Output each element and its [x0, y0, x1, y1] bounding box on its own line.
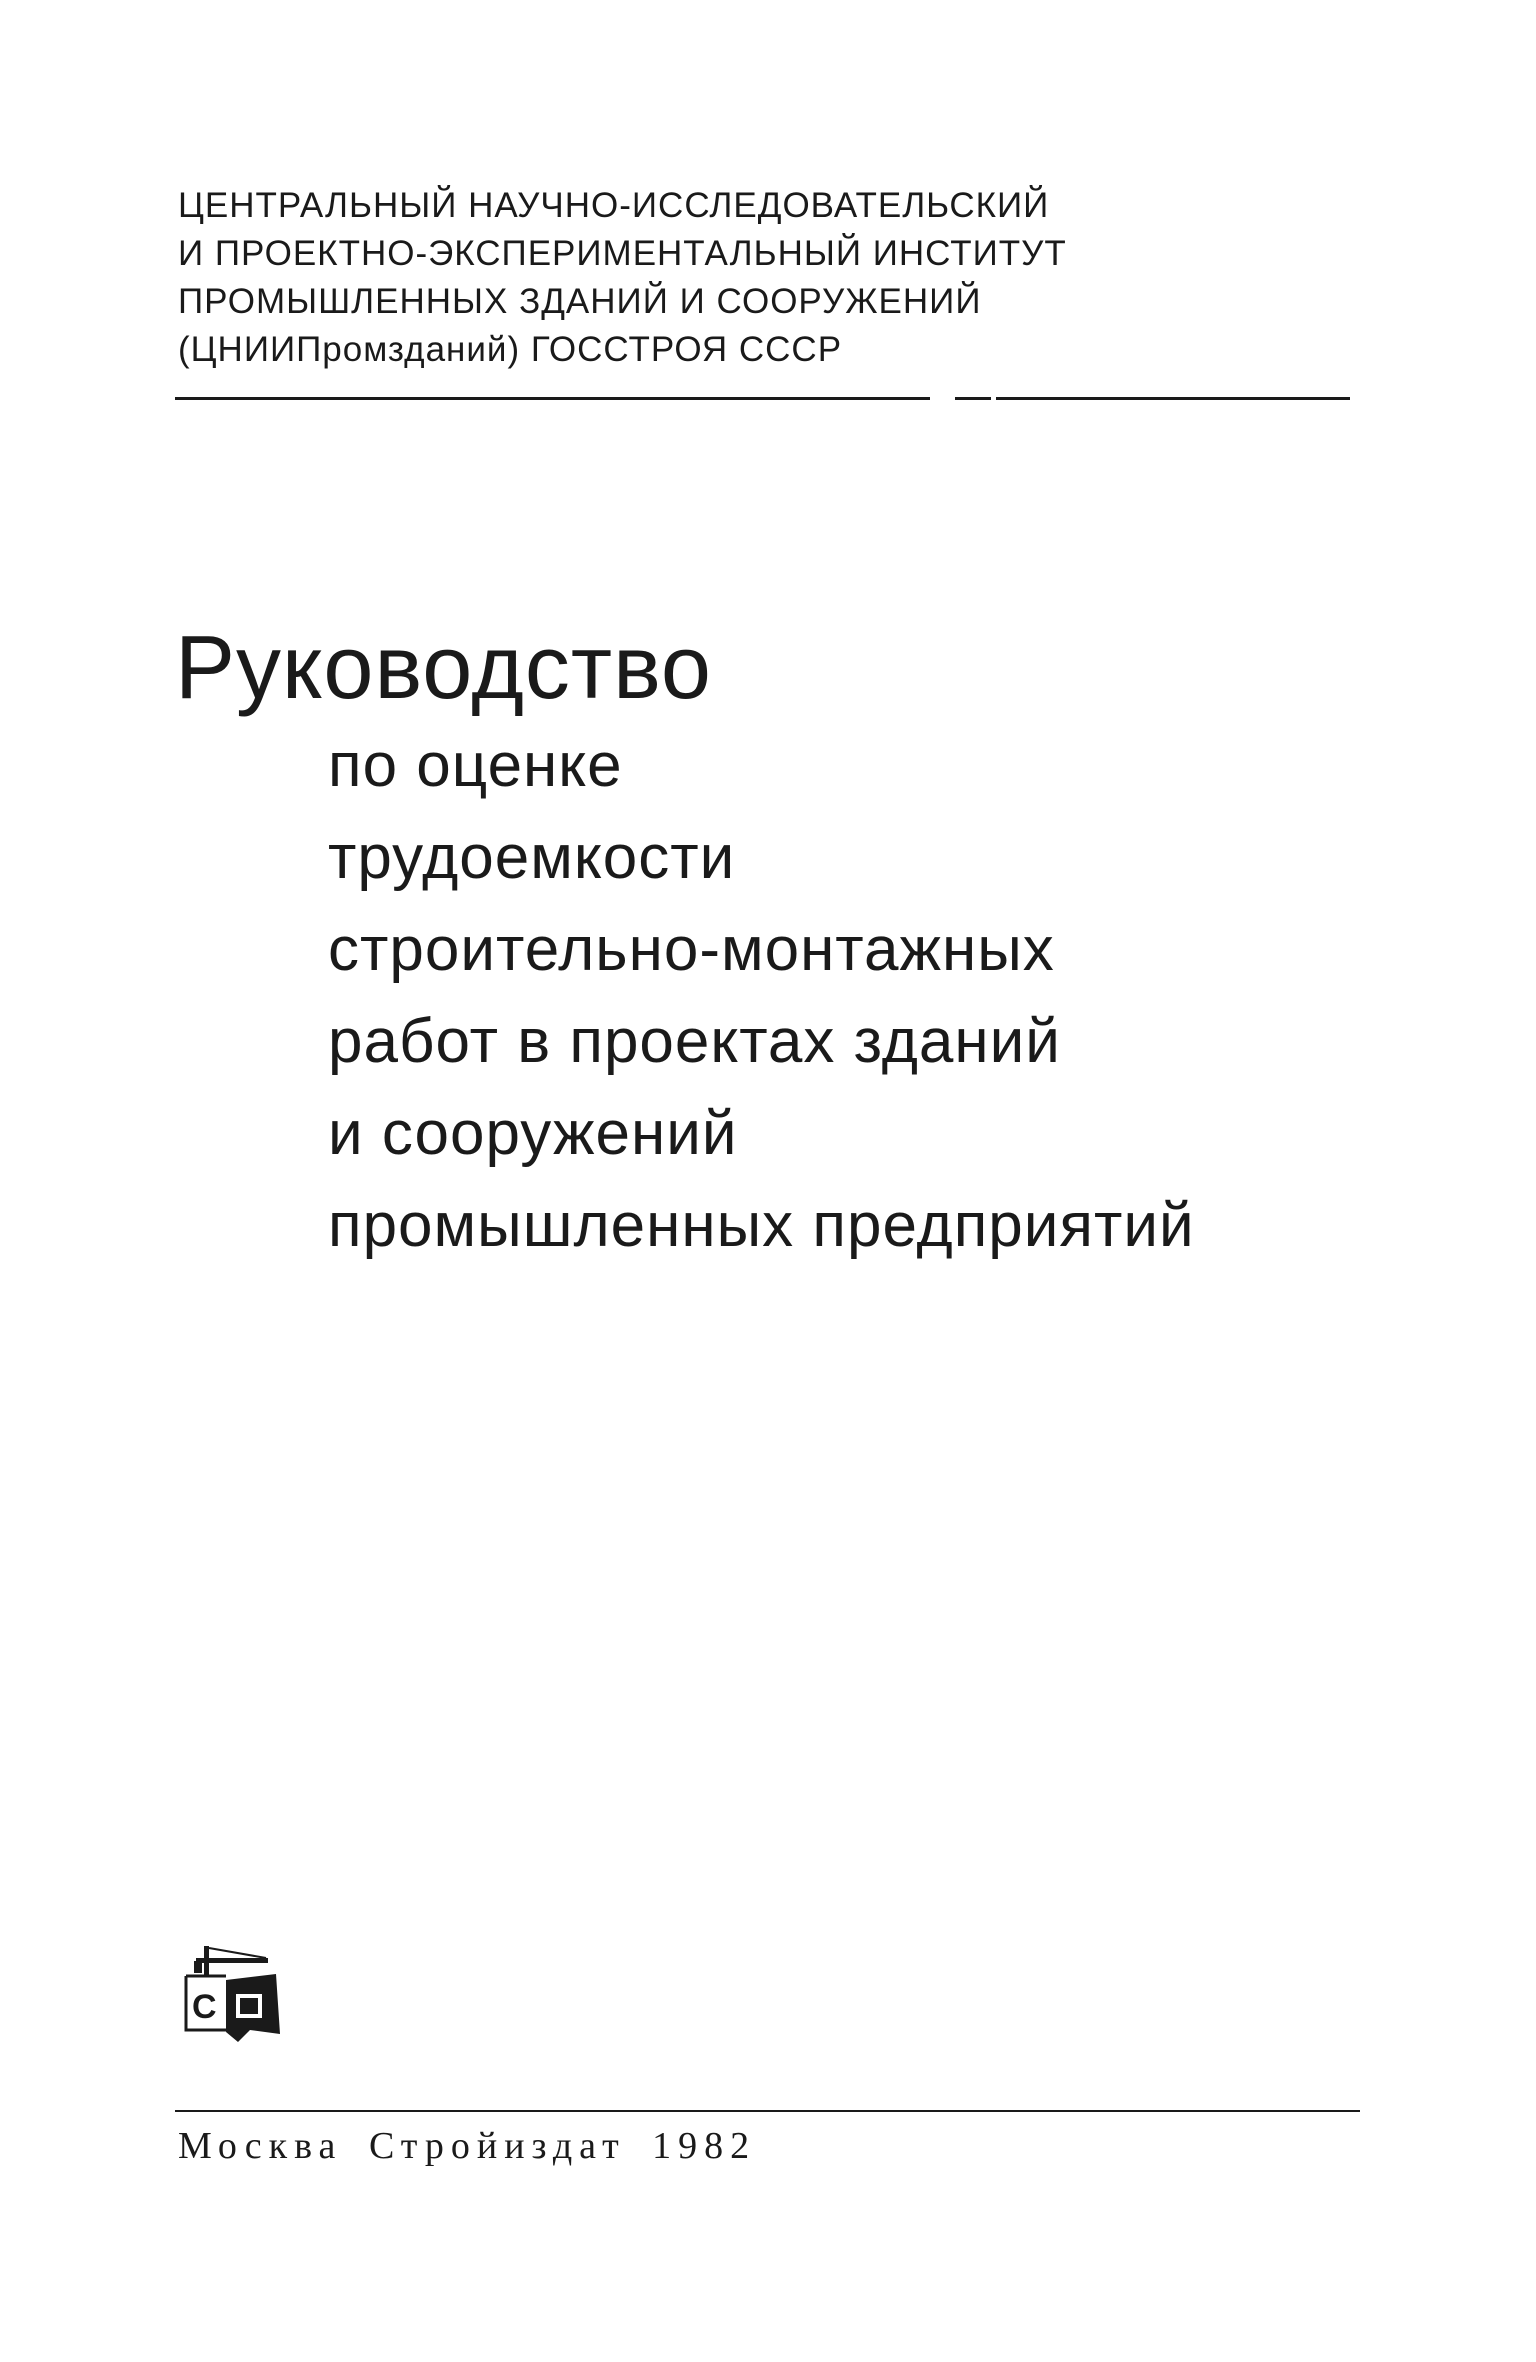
publisher-imprint: [178, 2122, 756, 2170]
institution-header: [178, 182, 1067, 374]
subtitle-line-3: строительно-монтажных: [328, 915, 1055, 984]
subtitle-line-4: работ в проектах зданий: [328, 1007, 1061, 1076]
top-divider-segment: [175, 397, 930, 400]
document-title: Руководство: [175, 618, 712, 718]
institution-line-4: (ЦНИИПромзданий) ГОССТРОЯ СССР: [178, 330, 843, 369]
subtitle-line-1: по оценке: [328, 731, 623, 800]
institution-line-3: ПРОМЫШЛЕННЫХ ЗДАНИЙ И СООРУЖЕНИЙ: [178, 282, 982, 321]
top-divider-segment: [996, 397, 1350, 400]
bottom-divider: [175, 2110, 1360, 2112]
imprint-publisher: Стройиздат: [368, 2125, 626, 2167]
subtitle-line-5: и сооружений: [328, 1099, 738, 1168]
institution-line-1: ЦЕНТРАЛЬНЫЙ НАУЧНО-ИССЛЕДОВАТЕЛЬСКИЙ: [178, 186, 1050, 225]
logo-letter: С: [192, 1988, 217, 2026]
subtitle-line-2: трудоемкости: [328, 823, 736, 892]
imprint-city: Москва: [178, 2125, 343, 2167]
subtitle-line-6: промышленных предприятий: [328, 1191, 1195, 1260]
imprint-year: 1982: [652, 2125, 757, 2167]
document-subtitle: [328, 720, 1195, 1272]
institution-line-2: И ПРОЕКТНО-ЭКСПЕРИМЕНТАЛЬНЫЙ ИНСТИТУТ: [178, 234, 1067, 273]
stroyizdat-logo-icon: [178, 1938, 288, 2048]
top-divider-segment: [955, 397, 991, 400]
